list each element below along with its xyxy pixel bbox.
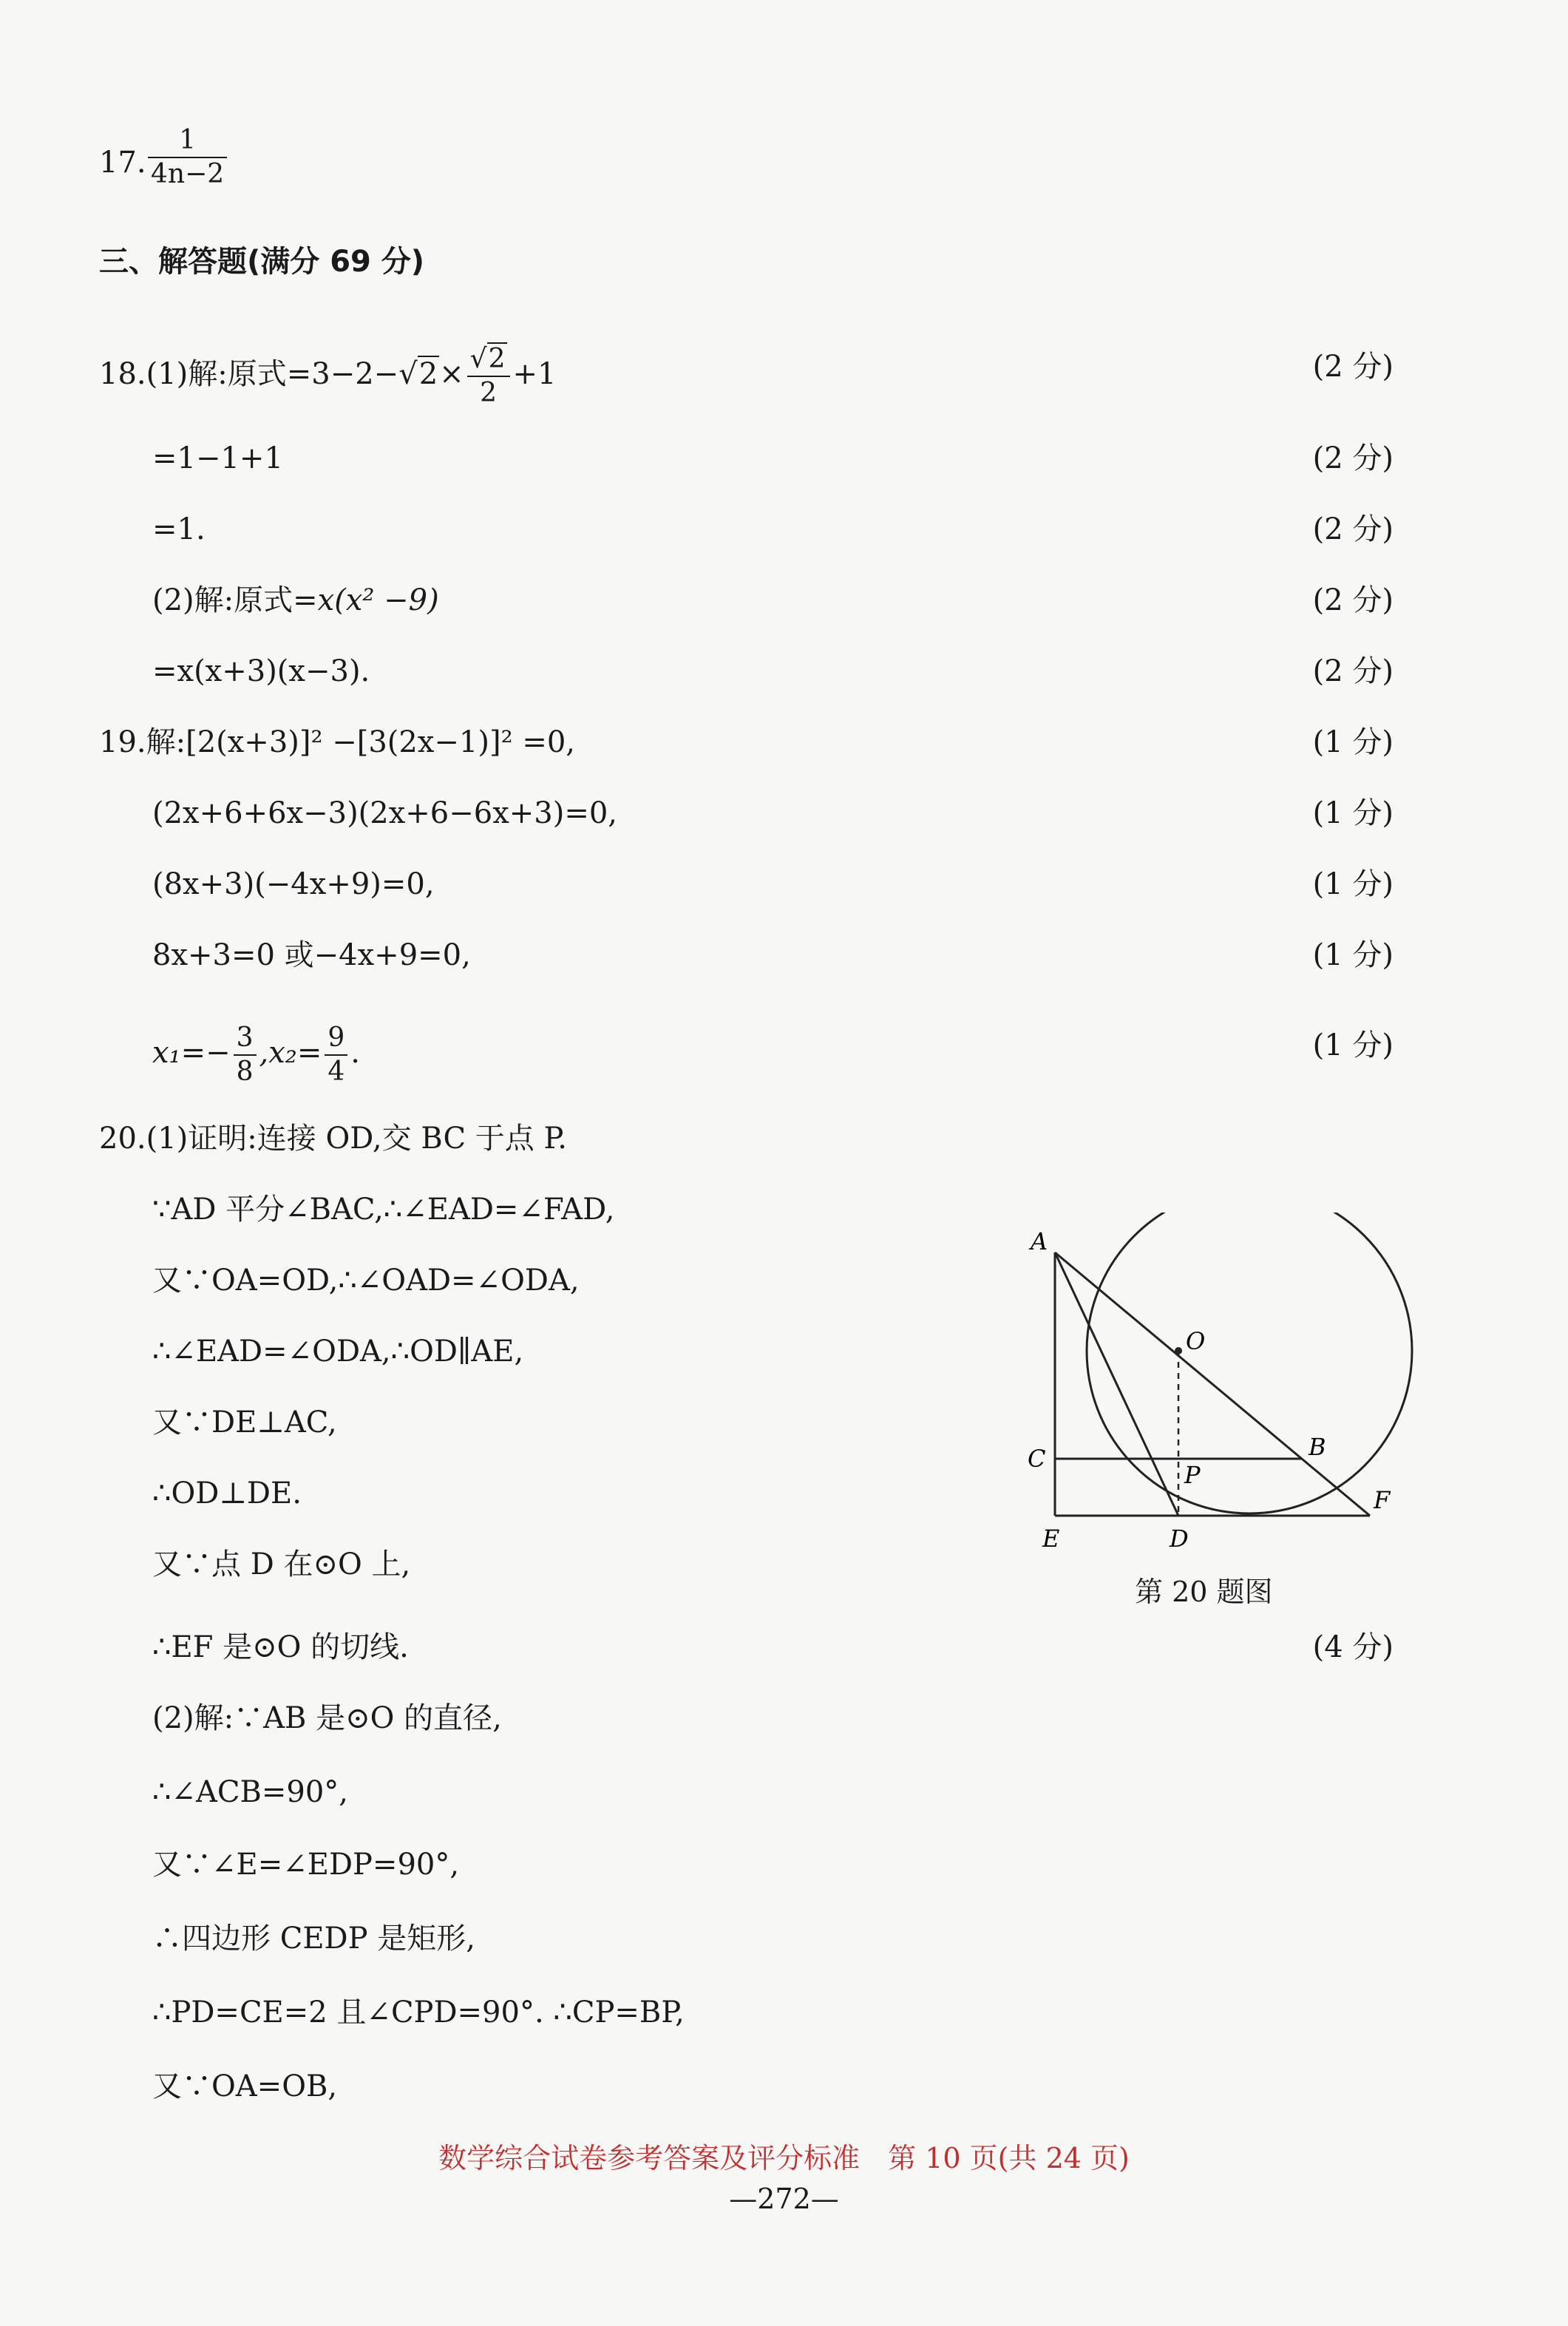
circle-o [1087, 1213, 1412, 1513]
page-number: —272— [729, 2183, 839, 2215]
page-footer: 数学综合试卷参考答案及评分标准 第 10 页(共 24 页) [438, 2142, 1130, 2174]
q19-fraction-1: $\frac{3}{8}$ [234, 1025, 257, 1085]
label-a: A [1031, 1227, 1048, 1255]
score-badge: (2 分) [1312, 441, 1394, 475]
segment-ad [1055, 1252, 1178, 1516]
q19-fraction-2: $\frac{9}{4}$ [325, 1025, 347, 1085]
label-b: B [1309, 1433, 1326, 1461]
label-o: O [1186, 1327, 1206, 1355]
q17-fraction: $\frac{1}{4n-2}$ [148, 127, 227, 188]
score-badge: (1 分) [1312, 867, 1394, 901]
answer-page: 17. $\frac{1}{4n-2}$ 三、解答题(满分 69 分) 18.(1)解:原式=3−2−√2× $\frac{√2}{2}$ +1 (2 分) =1−1+1 (2 分) =1. (2 分) (2)解:原式=x(x² −9) (2 分) =x(x+3)(x−3). (2 分) 19.解:[2(x+3)]² −[3(2x−1)]² =0, (1 分) (2x+6+6x−3)(2x+6−6x+3)=0, (1 分) (8x+3)(−4x+9)=0, (1 分) 8x+3=0 或−4x+9=0, (1 分) x₁=− $\frac{3}{8}$ ,x₂= $\frac{9}{4}$ . (1 分) 20.(1)证明:连接 OD,交 BC 于点 P. ∵AD 平分∠BAC,∴∠EAD=∠FAD, 又∵OA=OD,∴∠OAD=∠ODA, ∴∠EAD=∠ODA,∴OD∥AE, 又∵DE⊥AC, ∴OD⊥DE. 又∵点 D 在⊙O 上, ∴EF 是⊙O 的切线. (4 分) (2)解:∵AB 是⊙O 的直径, ∴∠ACB=90°, 又∵∠E=∠EDP=90°, ∴四边形 CEDP 是矩形, ∴PD=CE=2 且∠CPD=90°. ∴CP=BP, 又∵OA=OB, A O B C P F E D 第 20 题图 数学综合试卷参考答案及评分标准 第 10 页(共 24 页) —272— [0, 0, 1568, 2326]
geometry-figure [991, 1213, 1434, 1627]
segment-af [1055, 1252, 1370, 1516]
score-badge: (2 分) [1312, 350, 1394, 384]
label-f: F [1374, 1486, 1391, 1514]
score-badge: (1 分) [1312, 725, 1394, 759]
score-badge: (2 分) [1312, 512, 1394, 546]
label-c: C [1028, 1445, 1046, 1473]
label-d: D [1170, 1525, 1189, 1553]
q17-label: 17. [99, 146, 146, 180]
score-badge: (1 分) [1312, 1028, 1394, 1062]
label-e: E [1042, 1525, 1060, 1553]
center-point-o [1175, 1347, 1182, 1354]
q18-fraction: $\frac{√2}{2}$ [467, 346, 510, 407]
score-badge: (2 分) [1312, 654, 1394, 688]
score-badge: (1 分) [1312, 938, 1394, 972]
label-p: P [1184, 1461, 1201, 1489]
score-badge: (1 分) [1312, 796, 1394, 830]
score-badge: (2 分) [1312, 583, 1394, 617]
score-badge: (4 分) [1312, 1630, 1394, 1664]
figure-caption: 第 20 题图 [1135, 1576, 1273, 1608]
